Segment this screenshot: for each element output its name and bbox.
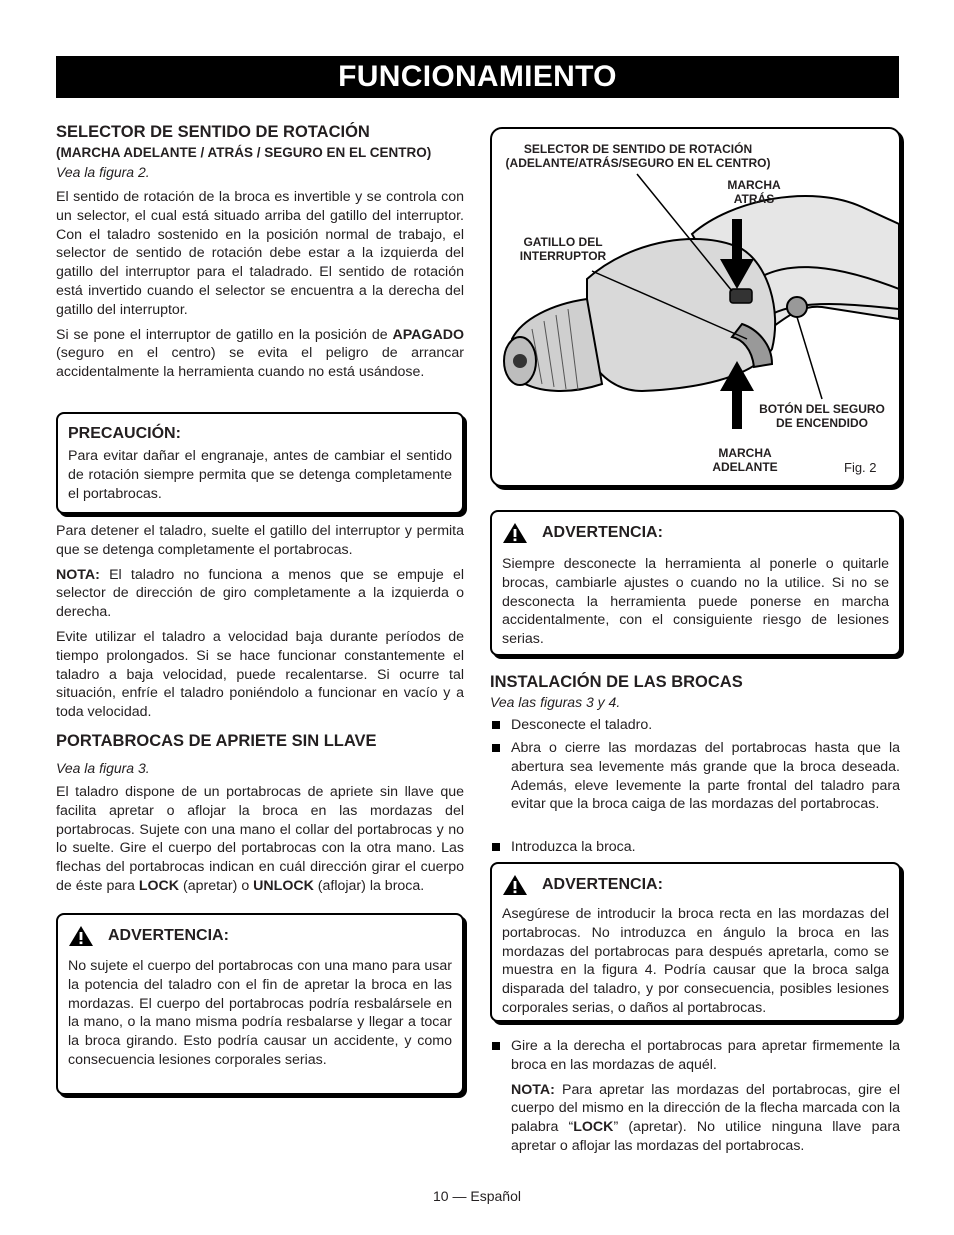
warning-header (502, 522, 889, 544)
list-item (490, 1037, 900, 1156)
label-selector: SELECTOR DE SENTIDO DE ROTACIÓN (ADELANTE/ATRÁS/SEGURO EN EL CENTRO) (505, 142, 771, 170)
bullet-text: Gire a la derecha el portabrocas para apretar firmemente la broca en las mordazas de aquél. (511, 1038, 900, 1073)
caution-text: Para evitar dañar el engranaje, antes de cambiar el sentido de rotación siempre permita que se detenga completamente el portabrocas. (68, 448, 452, 502)
bullet-text: Desconecte el taladro. (511, 717, 653, 733)
drill-illustration (492, 129, 899, 485)
warning-text: Asegúrese de introducir la broca recta en las mordazas del portabrocas. No introduzca en ángulo la broca en las mordazas del portabrocas para después apretarla, como se muestra en la figura 4. Podría causar que la broca salga disparada del taladro, y por consecuencia, posibles lesiones corporales serias, o daños al portabrocas. (502, 906, 889, 1016)
rotation-paragraph-1: El sentido de rotación de la broca es invertible y se controla con un selector, el cual está situado arriba del gatillo del interruptor. Con el taladro sostenido en la posición normal de trabajo, el selector de sentido de rotación debe estar a la izquierda del gatillo del interruptor para el taladrado. El sentido de rotación está invertido cuando el selector se encuentra a la derecha del gatillo del interruptor. (56, 189, 464, 318)
warning-box-disconnect (490, 510, 901, 656)
list-item (490, 838, 900, 857)
warning-heading: ADVERTENCIA: (108, 927, 229, 944)
bold-text: LOCK (138, 877, 180, 894)
page-title: FUNCIONAMIENTO (56, 56, 899, 98)
warning-triangle-icon (68, 925, 94, 947)
low-speed-paragraph: Evite utilizar el taladro a velocidad baja durante períodos de tiempo prolongados. Si se hace funcionar constantemente el taladro a baja velocidad, puede recalentarse. Si ocurre tal situación, enfríe el taladro poniéndolo a funcionar en vacío y a toda velocidad. (56, 628, 464, 721)
rotation-paragraph-2 (56, 326, 464, 382)
label-reverse: MARCHA ATRÁS (727, 178, 781, 206)
note-paragraph (56, 566, 464, 622)
bullet-text: Abra o cierre las mordazas del portabrocas hasta que la abertura sea levemente más grande que la broca deseada. Además, eleve levemente la parte frontal del taladro para evitar que la broca caiga de las mordazas del portabrocas. (511, 740, 900, 813)
list-item (490, 716, 900, 735)
figure-reference: Vea la figura 2. (56, 164, 150, 180)
warning-heading: ADVERTENCIA: (542, 876, 663, 893)
note-label: NOTA: (511, 1081, 555, 1098)
note-label: NOTA: (56, 566, 100, 583)
text-span: El taladro dispone de un portabrocas de apriete sin llave que facilita apretar o aflojar la broca en las mordazas del portabrocas. Sujete con una mano el collar del portabrocas y no lo suelte. Gire el cuerpo del portabrocas con la otra mano. Las flechas del portabrocas indican en cuál dirección girar el cuerpo de éste para (56, 783, 464, 894)
warning-box-insert (490, 862, 901, 1022)
warning-header (68, 925, 452, 947)
section-heading-rotation: SELECTOR DE SENTIDO DE ROTACIÓN (56, 123, 370, 141)
note-text: El taladro no funciona a menos que se empuje el selector de dirección de giro completamente a la izquierda o derecha. (56, 566, 464, 621)
label-trigger: GATILLO DEL INTERRUPTOR (519, 235, 607, 263)
figure-reference: Vea la figura 3. (56, 759, 150, 776)
stop-paragraph: Para detener el taladro, suelte el gatillo del interruptor y permita que se detenga completamente el portabrocas. (56, 523, 464, 558)
bullet-text: Introduzca la broca. (511, 839, 636, 855)
bold-text: UNLOCK (253, 877, 314, 894)
section-heading-chuck: PORTABROCAS DE APRIETE SIN LLAVE (56, 731, 377, 750)
warning-box-chuck (56, 913, 464, 1095)
right-column-install (490, 672, 900, 712)
warning-triangle-icon (502, 522, 528, 544)
warning-header (502, 874, 889, 896)
left-column (56, 122, 464, 382)
label-lock-button: BOTÓN DEL SEGURO DE ENCENDIDO (759, 402, 885, 430)
warning-text: No sujete el cuerpo del portabrocas con una mano para usar la potencia del taladro con el fin de apretar la broca en las mordazas. El cuerpo del portabrocas podría resbalársele en la mano, o la mano misma podría resbalarse y llegar a tocar la broca girando. Esto podría causar un accidente, y como consecuencia lesiones corporales serias. (68, 958, 452, 1068)
chuck-paragraph (56, 783, 464, 896)
bullet-square (492, 744, 500, 752)
warning-text: Siempre desconecte la herramienta al ponerle o quitarle brocas, cambiarle ajustes o cuando no la utilice. Si no se desconecta la herramienta puede ponerse en marcha accidentalmente, con el consiguiente riesgo de lesiones serias. (502, 556, 889, 648)
section-subheading-rotation: (MARCHA ADELANTE / ATRÁS / SEGURO EN EL CENTRO) (56, 145, 432, 160)
text-span: (apretar) o (179, 877, 254, 894)
bullet-square (492, 843, 500, 851)
left-column-middle (56, 522, 464, 896)
bold-text: APAGADO (392, 326, 464, 343)
text-span: (seguro en el centro) se evita el peligro de arrancar accidentalmente la herramienta cuando no está usándose. (56, 345, 464, 381)
text-span: Si se pone el interruptor de gatillo en la posición de (56, 326, 393, 343)
figure-2 (490, 127, 901, 487)
text-span: Para apretar las mordazas del portabrocas, gire el cuerpo del mismo en la dirección de la flecha marcada con la palabra “ (511, 1081, 900, 1136)
bullet-square (492, 1042, 500, 1050)
bullet-square (492, 721, 500, 729)
label-forward: MARCHA ADELANTE (712, 446, 778, 474)
bold-text: LOCK (573, 1119, 614, 1136)
warning-heading: ADVERTENCIA: (542, 524, 663, 541)
page-footer: 10 — Español (433, 1188, 521, 1204)
install-note (511, 1081, 900, 1156)
text-span: (aflojar) la broca. (313, 877, 425, 894)
figure-caption: Fig. 2 (844, 460, 877, 475)
caution-heading: PRECAUCIÓN: (68, 425, 181, 442)
figure-reference: Vea las figuras 3 y 4. (490, 694, 621, 710)
warning-triangle-icon (502, 874, 528, 896)
section-heading-install: INSTALACIÓN DE LAS BROCAS (490, 673, 743, 691)
caution-box (56, 412, 464, 514)
list-item (490, 739, 900, 814)
text-span: ” (apretar). No utilice ninguna llave para apretar o aflojar las mordazas del portabrocas. (511, 1119, 900, 1154)
